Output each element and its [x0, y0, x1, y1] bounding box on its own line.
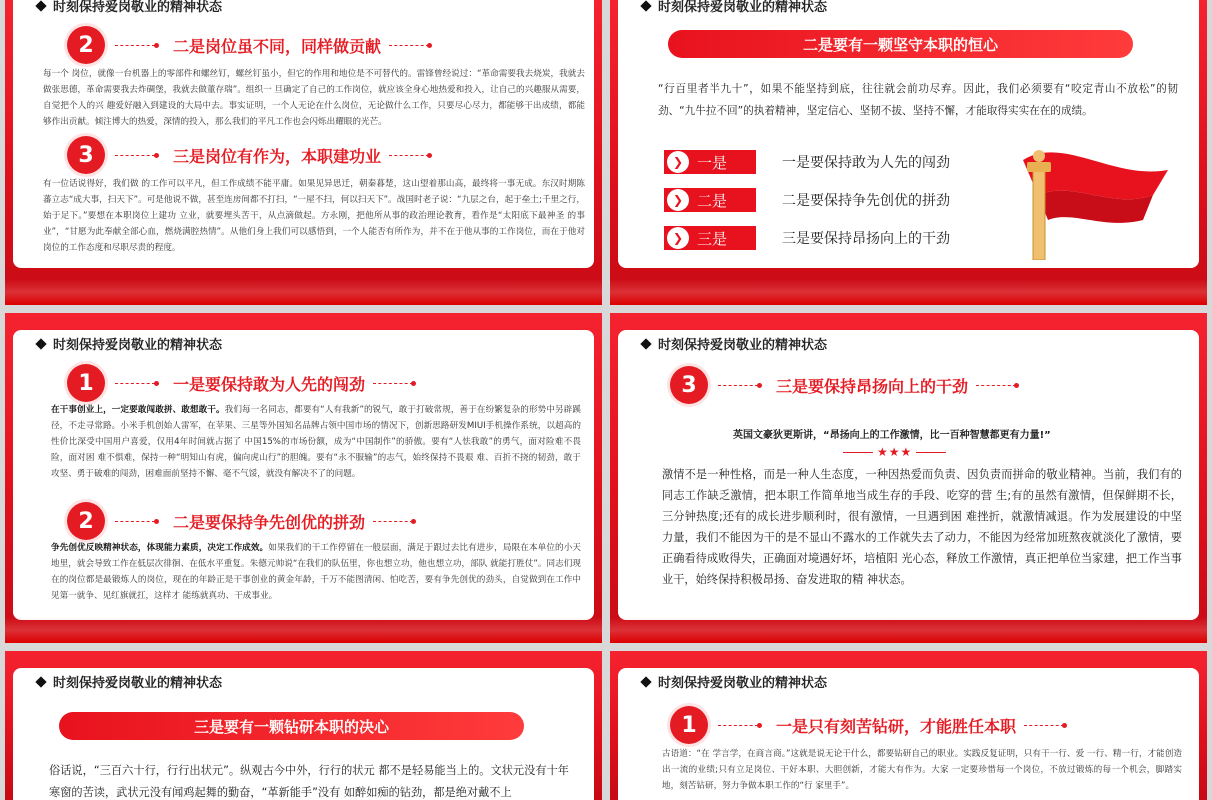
wave-decoration: [5, 279, 602, 305]
point-title: 三是要保持昂扬向上的干劲: [776, 376, 969, 396]
divider-line: [916, 452, 946, 453]
slide-heading: [642, 672, 827, 691]
slide-heading: [37, 334, 222, 353]
point-title: 二是岗位虽不同，同样做贡献: [173, 36, 382, 56]
diamond-icon: [35, 338, 46, 349]
star-icon: ★★★: [877, 445, 913, 459]
slide-card: [13, 0, 594, 268]
dashed-connector: [976, 385, 1016, 386]
quote-line: 英国文豪狄更斯讲，“昂扬向上的工作激情，比一百种智慧都更有力量!”: [733, 430, 1051, 441]
bold-lead: 争先创优反映精神状态，体现能力素质，决定工作成效。: [51, 543, 269, 553]
slide-heading: [642, 334, 827, 353]
slide-4[interactable]: [610, 313, 1207, 643]
slide-5[interactable]: [5, 651, 602, 800]
number-badge: 2: [67, 26, 105, 64]
slide-2[interactable]: [610, 0, 1207, 305]
body-paragraph: 每一个 岗位，就像一台机器上的零部件和螺丝钉，螺丝钉虽小，但它的作用和地位是不可替代的。雷锋曾经说过：“革命需要我去烧炭，我就去做张思德，革命需要我去炸碉堡，我就去做董存瑞”。组织一 旦确定了自己的工作岗位，就应该全身心地热爱和投入，让自己的兴趣服从需要，自觉把个人的兴 趣爱好融入到建设的大局中去。事实证明，一个人无论在什么岗位，无论做什么工作，只要尽心尽力，都能够干出成绩，都能够作出贡献。倾注博大的热爱，深情的投入，那么我们的平凡工作也会闪烁出耀眼的光芒。: [43, 69, 585, 127]
dashed-connector: [389, 45, 429, 46]
chevron-right-icon: ❯: [667, 227, 689, 249]
wave-decoration: [5, 617, 602, 643]
section-pill: 二是要有一颗坚守本职的恒心: [668, 30, 1133, 58]
point-row: [67, 26, 429, 64]
dashed-connector: [373, 383, 413, 384]
stars-divider: [843, 445, 946, 459]
point-title: 二是要保持争先创优的拼劲: [173, 512, 366, 532]
dashed-connector: [115, 45, 155, 46]
body-paragraph: [51, 540, 581, 604]
chevron-right-icon: ❯: [667, 189, 689, 211]
slide-1[interactable]: [5, 0, 602, 305]
heading-text: 时刻保持爱岗敬业的精神状态: [658, 676, 828, 691]
tag-label: 一是要保持敢为人先的闯劲: [782, 155, 950, 171]
diamond-icon: [640, 676, 651, 687]
point-title: 三是岗位有作为，本职建功业: [173, 146, 382, 166]
slide-card: [13, 668, 594, 800]
wave-decoration: [610, 279, 1207, 305]
tag-text: 一是: [697, 153, 728, 172]
dashed-connector: [389, 155, 429, 156]
divider-line: [843, 452, 873, 453]
number-badge: 1: [67, 364, 105, 402]
tag-text: 三是: [697, 229, 728, 248]
heading-text: 时刻保持爱岗敬业的精神状态: [53, 676, 223, 691]
dashed-connector: [718, 385, 758, 386]
dashed-connector: [718, 725, 758, 726]
heading-text: 时刻保持爱岗敬业的精神状态: [53, 0, 223, 15]
slide-6[interactable]: [610, 651, 1207, 800]
dashed-connector: [1024, 725, 1064, 726]
bold-lead: 在干事创业上，一定要敢闯敢拼、敢想敢干。: [51, 405, 225, 415]
slide-3[interactable]: [5, 313, 602, 643]
number-badge: 2: [67, 502, 105, 540]
number-badge: 3: [67, 136, 105, 174]
point-row: [67, 502, 413, 540]
dashed-connector: [373, 521, 413, 522]
point-row: [67, 136, 429, 174]
body-paragraph: “行百里者半九十”，如果不能坚持到底，往往就会前功尽弃。因此，我们必须要有“咬定青山不放松”的韧劲、“九牛拉不回”的执着精神，坚定信心、坚韧不拔、坚持不懈，才能取得实实在在的成绩。: [658, 83, 1178, 117]
body-paragraph: 古语道：“在 学言学，在商言商。”这就是说无论干什么，都要钻研自己的职业。实践反复证明，只有干一行、爱 一行、精一行，才能创造出一流的业绩;只有立足岗位、干好本职、大胆创新，才能大有作为。大家 一定要珍惜每一个岗位，不放过锻炼的每一个机会，脚踏实地，刻苦钻研，努力争做本职工作的“行 家里手”。: [662, 749, 1182, 791]
point-title: 一是要保持敢为人先的闯劲: [173, 374, 366, 394]
body-paragraph: 有一位话说得好，我们做 的工作可以平凡，但工作成绩不能平庸。如果见异思迁，朝秦暮楚，这山望着那山高，最终将一事无成。东汉时期陈蕃立志“成大事，扫天下”。可是他说不做，甚至连房间都不打扫，“一屋不扫，何以扫天下”。战国时老子说：“九层之台，起于垒土;千里之行，始于足下。”要想在本职岗位上建功 立业，就要埋头苦干，从点滴做起。方永刚，把他所从事的政治理论教育，看作是“太阳底下最神圣 的事业”，“甘愿为此奉献全部心血，燃烧满腔热情”。从他们身上我们可以感悟到，一个人能否有所作为，并不在于他从事的工作岗位，而在于他对岗位的工作态度和尽职尽责的程度。: [43, 179, 585, 253]
tag-row: [664, 150, 950, 174]
dashed-connector: [115, 155, 155, 156]
wave-decoration: [610, 617, 1207, 643]
dashed-connector: [115, 383, 155, 384]
tag-label: 二是要保持争先创优的拼劲: [782, 193, 950, 209]
tag-text: 二是: [697, 191, 728, 210]
tag-box: [664, 150, 756, 174]
slide-card: [13, 330, 594, 620]
paragraph-text: 我们每一名同志，都要有“人有我新”的锐气，敢于打破常规，善于在纷繁复杂的形势中另辟蹊径，不走寻常路。小米手机创始人雷军，在苹果、三星等外国知名品牌占领中国市场的情况下，创新思路研发MIUI手机操作系统，以超高的性价比深受中国用户喜爱，仅用4年时间就占据了 中国15%的市场份额，成为“中国制作”的骄傲。要有“人怯我敢”的勇气，面对险难不畏险，面对困 难不惧难，保持一种“明知山有虎，偏向虎山行”的胆魄。要有“永不服输”的志气，始终保持不畏艰 难、百折不挠的韧劲，敢于攻坚、勇于破难的闯劲，困难面前坚持不懈、毫不气馁，就没有解决不了的问题。: [51, 405, 581, 479]
number-badge: 3: [670, 366, 708, 404]
tag-row: [664, 188, 950, 212]
slide-card: [618, 0, 1199, 268]
diamond-icon: [640, 338, 651, 349]
point-row: [67, 364, 413, 402]
point-title: 一是只有刻苦钻研，才能胜任本职: [776, 716, 1017, 736]
section-pill: 三是要有一颗钻研本职的决心: [59, 712, 524, 740]
tag-list: [664, 150, 950, 264]
flag-pillar-icon: [1003, 140, 1173, 260]
diamond-icon: [640, 0, 651, 11]
chevron-right-icon: ❯: [667, 151, 689, 173]
diamond-icon: [35, 676, 46, 687]
slide-card: [618, 668, 1199, 800]
body-paragraph: [51, 402, 581, 482]
dashed-connector: [115, 521, 155, 522]
tag-label: 三是要保持昂扬向上的干劲: [782, 231, 950, 247]
slide-heading: [642, 0, 827, 15]
diamond-icon: [35, 0, 46, 11]
slide-heading: [37, 672, 222, 691]
body-paragraph: 激情不是一种性格，而是一种人生态度，一种因热爱而负责、因负责而拼命的敬业精神。当前，我们有的同志工作缺乏激情，把本职工作简单地当成生存的手段、吃穿的营 生;有的虽然有激情，但保鲜期不长，三分钟热度;还有的成长进步顺利时，很有激情，一旦遇到困 难挫折，就激情减退。作为发展建设的中坚力量，我们不能因为干的是不显山不露水的工作就失去了动力，不能因为经常加班熬夜就淡化了激情，要正确看待成败得失，正确面对境遇好坏，培植阳 光心态，释放工作激情，真正把单位当家建，把工作当事业干，始终保持积极昂扬、奋发进取的精 神状态。: [662, 468, 1182, 586]
body-paragraph: 俗话说，“三百六十行，行行出状元”。纵观古今中外，行行的状元 都不是轻易能当上的。文状元没有十年寒窗的苦读，武状元没有闻鸡起舞的勤奋，“革新能手”没有 如醉如痴的钻劲，都是绝对戴不上: [49, 764, 569, 799]
number-badge: 1: [670, 706, 708, 744]
heading-text: 时刻保持爱岗敬业的精神状态: [658, 0, 828, 15]
tag-row: [664, 226, 950, 250]
heading-text: 时刻保持爱岗敬业的精神状态: [658, 338, 828, 353]
point-row: [670, 366, 1016, 404]
slide-heading: [37, 0, 222, 15]
heading-text: 时刻保持爱岗敬业的精神状态: [53, 338, 223, 353]
tag-box: [664, 226, 756, 250]
tag-box: [664, 188, 756, 212]
point-row: [670, 706, 1064, 744]
slide-card: [618, 330, 1199, 620]
paragraph-text: 如果我们的干工作停留在一般层面，满足于跟过去比有进步，局限在本单位的小天地里，就会导致工作在低层次徘徊、在低水平重复。朱德元帅说“在我们的队伍里，你也想立功，他也想立功，部队 就能打胜仗”。同志们现在的岗位都是最锻炼人的岗位，现在的年龄正是干事创业的黄金年龄，千万不能图清闲、怕吃苦，要有争先创优的劲头，自觉做到在工作中见第一就争、见红旗就扛，这样才 能练就真功、干成事业。: [51, 543, 581, 601]
